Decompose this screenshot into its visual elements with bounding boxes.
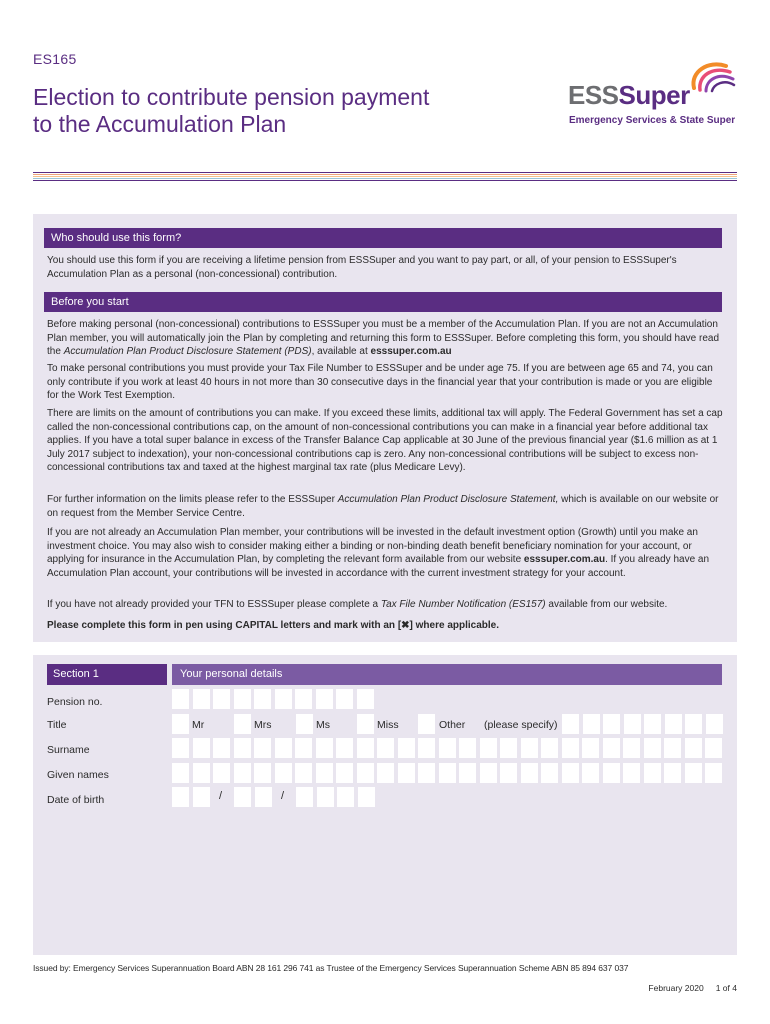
title-option-ms: Ms <box>316 719 330 731</box>
section-1-label: Section 1 <box>47 664 167 685</box>
surname-box[interactable] <box>193 738 210 758</box>
stripe <box>33 172 737 173</box>
before-paragraph-2: To make personal contributions you must provide your Tax File Number to ESSSuper and be under age 75. If you are between age 65 and 74, you can only contribute if you work at least 40 hours in not more than 30 consecutive days in the financial year that your contribution is made or you are eligible for the Work Test Exemption. <box>47 363 713 402</box>
dob-year-box[interactable] <box>296 787 313 807</box>
given-names-box[interactable] <box>377 763 394 783</box>
title-specify-label: (please specify) <box>484 719 558 731</box>
given-names-box[interactable] <box>398 763 415 783</box>
surname-box[interactable] <box>685 738 702 758</box>
text: , available at <box>311 346 371 358</box>
surname-box[interactable] <box>275 738 292 758</box>
title-checkbox[interactable] <box>296 714 313 734</box>
stripe <box>33 178 737 179</box>
footer-date: February 2020 <box>648 983 704 993</box>
esssuper-logo <box>568 58 738 130</box>
given-names-box[interactable] <box>336 763 353 783</box>
website-link[interactable]: esssuper.com.au <box>523 554 606 566</box>
given-names-box[interactable] <box>295 763 312 783</box>
given-names-label: Given names <box>47 769 109 781</box>
given-names-box[interactable] <box>664 763 681 783</box>
date-separator: / <box>281 790 285 802</box>
tfn-form-title: Tax File Number Notification (ES157) <box>380 599 546 610</box>
text: Before making personal (non-concessional) contributions to ESSSuper you must be a member of the Accumulation Plan. If you are not an Accumulation Plan member, you will automatically join the Plan by completing and returning this form to ESSSuper. Before completing this form, you should have read the <box>47 319 720 358</box>
surname-box[interactable] <box>336 738 353 758</box>
given-names-box[interactable] <box>254 763 271 783</box>
logo-ess: ESS <box>568 80 619 110</box>
given-names-box[interactable] <box>480 763 497 783</box>
title-checkbox[interactable] <box>418 714 435 734</box>
given-names-box[interactable] <box>213 763 230 783</box>
dob-month-box[interactable] <box>234 787 251 807</box>
surname-box[interactable] <box>521 738 538 758</box>
pension-no-box[interactable] <box>275 689 292 709</box>
page-title: Election to contribute pension payment to the Accumulation Plan <box>33 84 430 137</box>
header-stripes <box>33 172 737 182</box>
title-other-box[interactable] <box>603 714 620 734</box>
surname-box[interactable] <box>500 738 517 758</box>
surname-box[interactable] <box>603 738 620 758</box>
surname-box[interactable] <box>418 738 435 758</box>
title-checkbox[interactable] <box>357 714 374 734</box>
given-names-box[interactable] <box>193 763 210 783</box>
dob-day-box[interactable] <box>172 787 189 807</box>
title-other-box[interactable] <box>624 714 641 734</box>
title-checkbox[interactable] <box>234 714 251 734</box>
pension-no-box[interactable] <box>193 689 210 709</box>
surname-box[interactable] <box>439 738 456 758</box>
title-option-miss: Miss <box>377 719 399 731</box>
surname-box[interactable] <box>664 738 681 758</box>
title-option-mrs: Mrs <box>254 719 272 731</box>
surname-box[interactable] <box>377 738 394 758</box>
title-option-other: Other <box>439 719 466 731</box>
section-1-panel <box>33 655 737 955</box>
before-paragraph-4 <box>47 493 723 520</box>
title-checkbox[interactable] <box>172 714 189 734</box>
pension-no-box[interactable] <box>213 689 230 709</box>
logo-swirl-icon <box>686 58 736 94</box>
surname-box[interactable] <box>316 738 333 758</box>
stripe <box>33 176 737 177</box>
before-heading: Before you start <box>44 292 722 312</box>
before-paragraph-6 <box>47 598 723 612</box>
given-names-box[interactable] <box>562 763 579 783</box>
title-other-box[interactable] <box>583 714 600 734</box>
given-names-box[interactable] <box>603 763 620 783</box>
who-heading: Who should use this form? <box>44 228 722 248</box>
given-names-box[interactable] <box>685 763 702 783</box>
given-names-box[interactable] <box>234 763 251 783</box>
surname-box[interactable] <box>623 738 640 758</box>
surname-box[interactable] <box>295 738 312 758</box>
logo-tagline: Emergency Services & State Super <box>569 115 736 126</box>
given-names-box[interactable] <box>439 763 456 783</box>
stripe <box>33 180 737 181</box>
surname-box[interactable] <box>582 738 599 758</box>
given-names-box[interactable] <box>521 763 538 783</box>
page-number: 1 of 4 <box>715 983 737 993</box>
dob-year-box[interactable] <box>317 787 334 807</box>
who-text: You should use this form if you are receiving a lifetime pension from ESSSuper and you want to pay part, or all, of your pension to ESSSuper's Accumulation Plan as a personal (non-concessional) contribution. <box>47 255 677 280</box>
title-other-box[interactable] <box>665 714 682 734</box>
pension-no-box[interactable] <box>357 689 374 709</box>
issuer-footer: Issued by: Emergency Services Superannuation Board ABN 28 161 296 741 as Trustee of the Emergency Services Superannuation Scheme ABN 85 894 637 037 <box>33 963 629 973</box>
given-names-box[interactable] <box>459 763 476 783</box>
surname-box[interactable] <box>480 738 497 758</box>
text: available from our website. <box>545 599 668 610</box>
pds-title: Accumulation Plan Product Disclosure Statement (PDS) <box>63 346 312 358</box>
logo-wordmark <box>568 80 690 111</box>
pension-no-box[interactable] <box>316 689 333 709</box>
dob-year-box[interactable] <box>358 787 375 807</box>
given-names-box[interactable] <box>705 763 722 783</box>
date-separator: / <box>219 790 223 802</box>
title-other-box[interactable] <box>644 714 661 734</box>
surname-box[interactable] <box>254 738 271 758</box>
website-link[interactable]: esssuper.com.au <box>370 346 452 358</box>
title-label: Title <box>47 719 67 731</box>
surname-box[interactable] <box>357 738 374 758</box>
surname-box[interactable] <box>541 738 558 758</box>
surname-box[interactable] <box>644 738 661 758</box>
given-names-box[interactable] <box>172 763 189 783</box>
title-other-box[interactable] <box>706 714 723 734</box>
given-names-box[interactable] <box>357 763 374 783</box>
surname-box[interactable] <box>213 738 230 758</box>
text: . If you already have an Accumulation Plan account, your contributions will be invested in accordance with the current investment strategy for your account. <box>47 554 710 579</box>
surname-box[interactable] <box>705 738 722 758</box>
text: If you have not already provided your TFN to ESSSuper please complete a <box>47 599 381 610</box>
text: If you are not already an Accumulation Plan member, your contributions will be invested in the default investment option (Growth) until you make an investment choice. You may also wish to consider making either a binding or non-binding death benefit beneficiary nomination for your account, or applying for insurance in the Accumulation Plan, by completing the relevant form available from our website <box>47 527 698 566</box>
surname-label: Surname <box>47 744 90 756</box>
text: For further information on the limits please refer to the ESSSuper <box>47 494 338 505</box>
pension-no-box[interactable] <box>295 689 312 709</box>
before-paragraph-3: There are limits on the amount of contributions you can make. If you exceed these limits, additional tax will apply. The Federal Government has set a cap called the non-concessional contributions cap, on the amount of non-concessional contributions you can make in a financial year before additional tax applies. If you have a total super balance in excess of the Transfer Balance Cap applicable at 30 June of the previous financial year ($1.6 million as at 1 July 2017 subject to indexation), your non-concessional contributions cap is zero. Any non-concessional contributions will be subject to excess non-concessional contributions tax and taxed at the highest marginal tax rate (plus Medicare Levy). <box>47 408 723 474</box>
pension-no-label: Pension no. <box>47 696 103 708</box>
given-names-box[interactable] <box>316 763 333 783</box>
given-names-box[interactable] <box>418 763 435 783</box>
pds-title: Accumulation Plan Product Disclosure Statement, <box>337 494 559 505</box>
given-names-box[interactable] <box>644 763 661 783</box>
surname-box[interactable] <box>172 738 189 758</box>
before-paragraph-1 <box>47 318 723 359</box>
pension-no-box[interactable] <box>234 689 251 709</box>
given-names-box[interactable] <box>582 763 599 783</box>
given-names-box[interactable] <box>275 763 292 783</box>
dob-month-box[interactable] <box>255 787 272 807</box>
dob-day-box[interactable] <box>193 787 210 807</box>
stripe <box>33 174 737 175</box>
dob-year-box[interactable] <box>337 787 354 807</box>
surname-box[interactable] <box>398 738 415 758</box>
date-of-birth-label: Date of birth <box>47 794 105 806</box>
before-paragraph-5 <box>47 526 723 580</box>
pension-no-box[interactable] <box>172 689 189 709</box>
instruction-text: Please complete this form in pen using CAPITAL letters and mark with an [✖] where applicable. <box>47 620 499 631</box>
title-option-mr: Mr <box>192 719 205 731</box>
page-info <box>636 983 737 993</box>
pension-no-box[interactable] <box>254 689 271 709</box>
title-other-box[interactable] <box>685 714 702 734</box>
given-names-box[interactable] <box>500 763 517 783</box>
title-other-box[interactable] <box>562 714 579 734</box>
form-code: ES165 <box>33 51 77 67</box>
section-1-title: Your personal details <box>172 664 722 685</box>
text: which is available on our website or on request from the Member Service Centre. <box>47 494 719 519</box>
surname-box[interactable] <box>562 738 579 758</box>
surname-box[interactable] <box>459 738 476 758</box>
given-names-box[interactable] <box>623 763 640 783</box>
surname-box[interactable] <box>234 738 251 758</box>
given-names-box[interactable] <box>541 763 558 783</box>
logo-super: Super <box>618 80 690 110</box>
pension-no-box[interactable] <box>336 689 353 709</box>
